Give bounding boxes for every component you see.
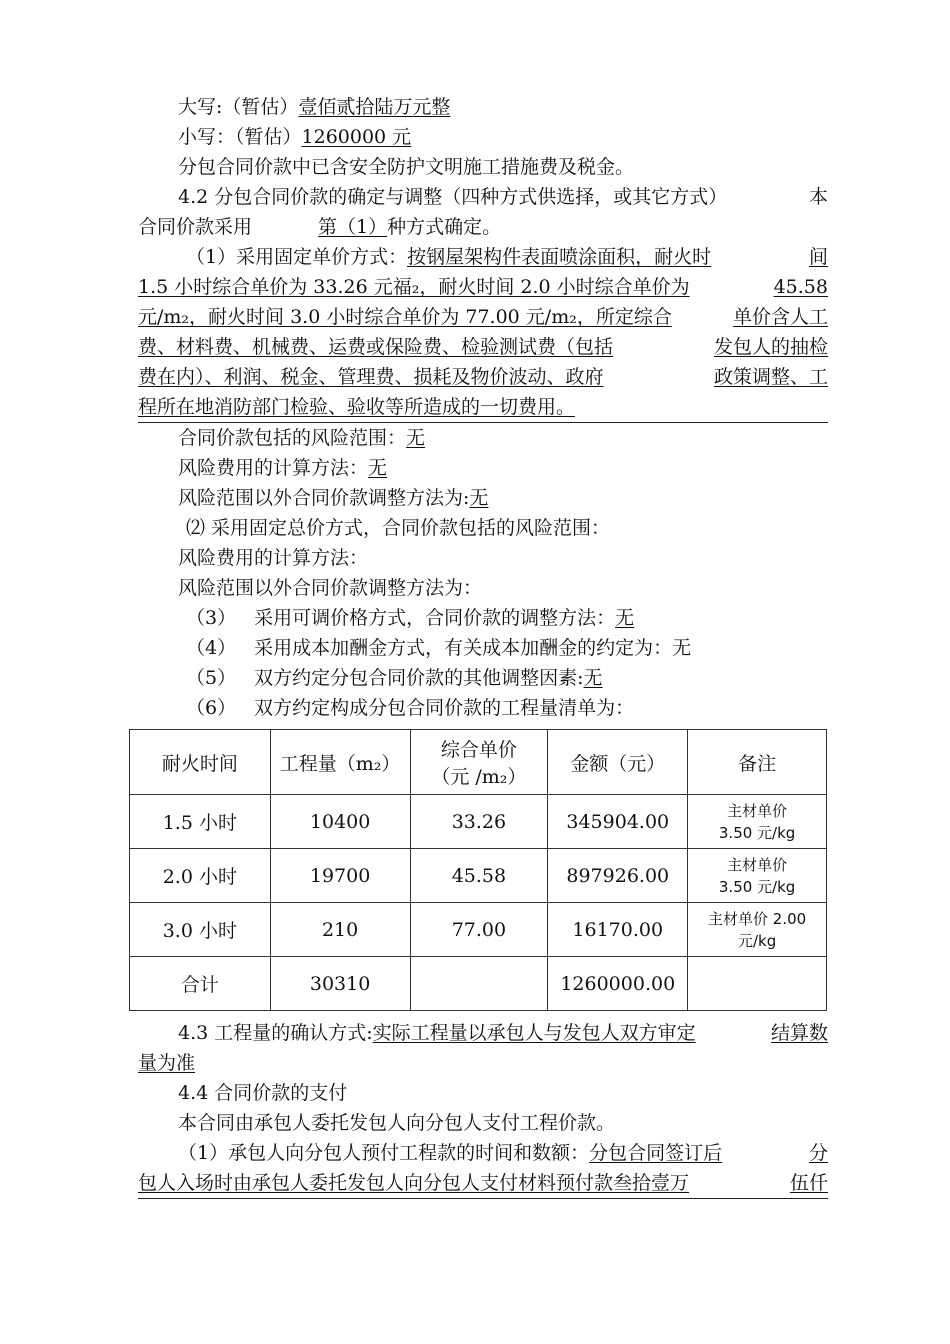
value: 壹佰贰拾陆万元整 [298,96,451,118]
cell: 10400 [270,795,410,849]
cell: 33.26 [410,795,548,849]
value: 分包合同签订后 [589,1142,723,1164]
value: 分 [808,1142,828,1164]
label-tail: 种方式确定。 [387,216,502,238]
paragraph-line [138,272,828,302]
contract-page [138,92,828,723]
paragraph-line [138,332,828,362]
cell: 2.0 小时 [130,849,271,903]
remark-cell [688,849,827,903]
cell: 45.58 [410,849,548,903]
amount-uppercase-line [138,92,828,122]
text: 费、材料费、机械费、运费或保险费、检验测试费（包括 [138,336,614,358]
value: 量为准 [138,1052,196,1074]
cell: 1.5 小时 [130,795,271,849]
text: 45.58 [773,276,828,298]
table-header-row [130,730,827,795]
cell [410,957,548,1011]
advance-payment-line-2 [138,1168,828,1199]
note-line: 3.50 元/kg [718,877,796,896]
text: 双方约定分包合同价款的其他调整因素: [254,667,584,689]
risk-fee-line-2: 风险费用的计算方法： [178,547,369,569]
cell: 合计 [130,957,271,1011]
text: （1）采用固定单价方式： [186,246,408,268]
text: 政策调整、工 [713,366,828,388]
remark-cell [688,903,827,957]
cell: 16170.00 [548,903,688,957]
value: 1260000 元 [301,126,412,148]
label: 风险范围以外合同价款调整方法为: [178,487,470,509]
table-row [130,795,827,849]
quantity-table [129,729,827,1011]
text: 单价含人工 [732,306,828,328]
col-header-unit-price [410,730,548,795]
text: 采用成本加酬金方式，有关成本加酬金的约定为：无 [254,637,692,659]
text-underlined: 按钢屋架构件表面喷涂面积，耐火时 [407,246,712,268]
header-line: （元 /m₂） [431,766,527,788]
cell [688,957,827,1011]
cell: 345904.00 [548,795,688,849]
note-line: 分包合同价款中已含安全防护文明施工措施费及税金。 [178,156,635,178]
text: 发包人的抽检 [713,336,828,358]
paragraph-line [138,242,828,272]
paragraph-line [138,302,828,332]
cell: 3.0 小时 [130,903,271,957]
lower-section [138,1018,828,1199]
method-line [138,212,828,242]
col-header-amount: 金额（元） [548,730,688,795]
text: 采用可调价格方式，合同价款的调整方法： [254,607,616,629]
cell: 210 [270,903,410,957]
value: 无 [583,667,603,689]
option-5-line [138,663,828,693]
paragraph-line [138,392,828,423]
option-number: （6） [186,697,237,719]
heading-text: 4.3 工程量的确认方式: [178,1022,373,1044]
note-line: 3.50 元/kg [718,823,796,842]
note-line: 元/kg [737,931,777,950]
col-header-quantity: 工程量（m₂） [270,730,410,795]
label: 大写:（暂估） [178,96,299,118]
value: 实际工程量以承包人与发包人双方审定 [372,1022,696,1044]
advance-payment-line [138,1138,828,1168]
section-4-3-line [138,1018,828,1048]
paragraph-line [138,362,828,392]
label: 合同价款包括的风险范围： [178,427,407,449]
heading-tail: 本 [808,186,828,208]
option-number: （3） [186,607,237,629]
note-line: 主材单价 [727,855,788,874]
text: 伍仟 [789,1172,828,1194]
text: 双方约定构成分包合同价款的工程量清单为： [254,697,635,719]
col-header-remark: 备注 [688,730,827,795]
table-total-row [130,957,827,1011]
label: 风险费用的计算方法： [178,457,369,479]
risk-scope-line [138,423,828,453]
payment-intro-line: 本合同由承包人委托发包人向分包人支付工程价款。 [178,1112,616,1134]
value: 结算数 [770,1022,828,1044]
option-4-line [138,633,828,663]
value: 无 [469,487,489,509]
section-4-2-heading [138,182,828,212]
risk-adjust-line [138,483,828,513]
option-3-line [138,603,828,633]
value: 无 [368,457,388,479]
value: 无 [615,607,635,629]
amount-lowercase-line [138,122,828,152]
label: 小写：（暂估） [178,126,302,148]
cell: 77.00 [410,903,548,957]
value: 第（1） [318,216,388,238]
note-line: 主材单价 2.00 [708,909,807,928]
option-number: （4） [186,637,237,659]
section-4-4-heading: 4.4 合同价款的支付 [178,1082,348,1104]
value: 无 [406,427,426,449]
risk-adjust-line-2: 风险范围以外合同价款调整方法为： [178,577,483,599]
risk-fee-line [138,453,828,483]
cell: 1260000.00 [548,957,688,1011]
label: 合同价款采用 [138,216,253,238]
note-line: 主材单价 [727,801,788,820]
cell: 30310 [270,957,410,1011]
text: 元/m₂，耐火时间 3.0 小时综合单价为 77.00 元/m₂，所定综合 [138,306,672,328]
text: （1）承包人向分包人预付工程款的时间和数额： [178,1142,590,1164]
text: 包人入场时由承包人委托发包人向分包人支付材料预付款叁拾壹万 [138,1172,690,1194]
section-4-3-line-2 [138,1048,828,1078]
fixed-total-line: ⑵ 采用固定总价方式，合同价款包括的风险范围： [186,517,611,539]
header-line: 综合单价 [440,739,517,761]
text: 1.5 小时综合单价为 33.26 元福₂，耐火时间 2.0 小时综合单价为 [138,276,690,298]
text: 程所在地消防部门检验、验收等所造成的一切费用。 [138,396,576,418]
table-row [130,849,827,903]
cell: 897926.00 [548,849,688,903]
option-number: （5） [186,667,237,689]
cell: 19700 [270,849,410,903]
text: 费在内）、利润、税金、管理费、损耗及物价波动、政府 [138,366,604,388]
text-underlined: 间 [808,246,828,268]
remark-cell [688,795,827,849]
heading-text: 4.2 分包合同价款的确定与调整（四种方式供选择，或其它方式） [178,186,728,208]
table-row [130,903,827,957]
col-header-fire-time: 耐火时间 [130,730,271,795]
option-6-line [138,693,828,723]
